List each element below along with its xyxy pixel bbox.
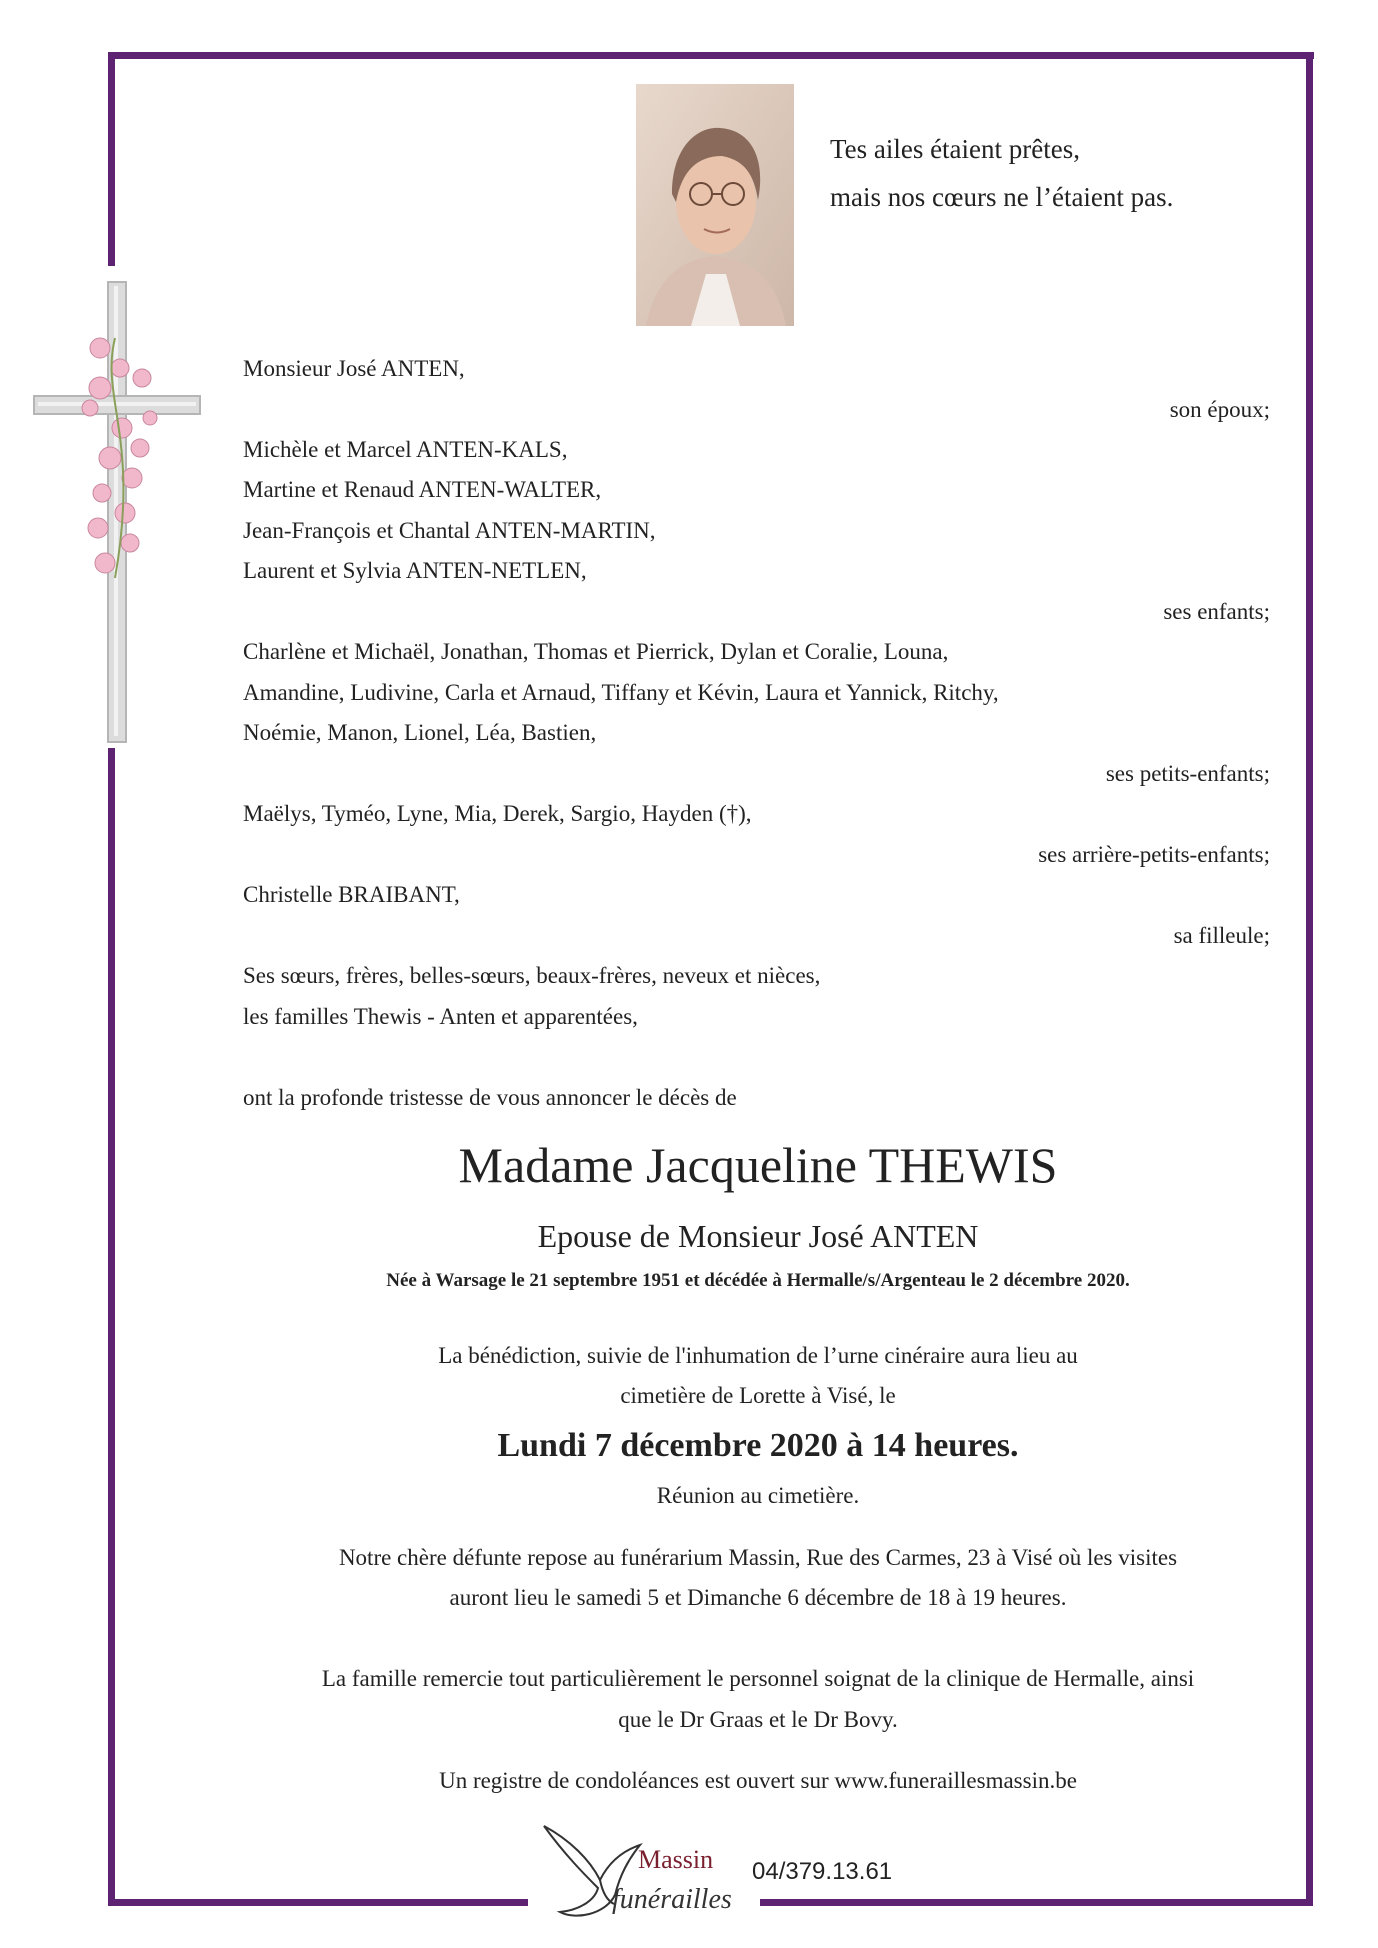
ceremony-date: Lundi 7 décembre 2020 à 14 heures. — [497, 1427, 1019, 1464]
child-3: Jean-François et Chantal ANTEN-MARTIN, — [243, 518, 656, 543]
visits-line-1: Notre chère défunte repose au funérarium Massin, Rue des Carmes, 23 à Visé où les visites — [338, 1545, 1178, 1570]
frame-bottom-border-left — [108, 1899, 528, 1906]
logo-brand-massin: Massin — [638, 1845, 714, 1874]
announcement: ont la profonde tristesse de vous annoncer le décès de — [243, 1085, 737, 1110]
registry-line: Un registre de condoléances est ouvert sur www.funeraillesmassin.be — [439, 1768, 1077, 1793]
deceased-name: Madame Jacqueline THEWIS — [458, 1137, 1058, 1193]
birth-death-line: Née à Warsage le 21 septembre 1951 et décédée à Hermalle/s/Argenteau le 2 décembre 2020. — [386, 1270, 1130, 1291]
others-line-2: les familles Thewis - Anten et apparentées, — [243, 1004, 638, 1029]
child-1: Michèle et Marcel ANTEN-KALS, — [243, 437, 568, 462]
children-role: ses enfants; — [1163, 599, 1270, 624]
frame-left-border-upper — [108, 52, 115, 266]
thanks-line-1: La famille remercie tout particulièrement le personnel soignat de la clinique de Hermalle, ainsi — [321, 1666, 1195, 1691]
frame-bottom-border-right — [760, 1899, 1313, 1906]
quote — [830, 125, 1173, 221]
logo-brand-funerailles: funérailles — [612, 1884, 732, 1915]
great-grandchildren-role: ses arrière-petits-enfants; — [1038, 842, 1270, 867]
ceremony-meeting: Réunion au cimetière. — [656, 1483, 860, 1508]
spouse-role: son époux; — [1169, 397, 1270, 422]
child-4: Laurent et Sylvia ANTEN-NETLEN, — [243, 558, 587, 583]
grandchildren-line-1: Charlène et Michaël, Jonathan, Thomas et Pierrick, Dylan et Coralie, Louna, — [243, 639, 949, 664]
grandchildren-role: ses petits-enfants; — [1105, 761, 1270, 786]
child-2: Martine et Renaud ANTEN-WALTER, — [243, 477, 602, 502]
grandchildren-line-2: Amandine, Ludivine, Carla et Arnaud, Tiffany et Kévin, Laura et Yannick, Ritchy, — [243, 680, 999, 705]
portrait-photo — [636, 84, 794, 326]
deceased-epouse: Epouse de Monsieur José ANTEN — [537, 1218, 979, 1254]
quote-line-1: Tes ailes étaient prêtes, — [830, 134, 1081, 164]
others-line-1: Ses sœurs, frères, belles-sœurs, beaux-frères, neveux et nièces, — [243, 963, 821, 988]
phone-number: 04/379.13.61 — [752, 1858, 893, 1885]
frame-top-border — [108, 52, 1314, 59]
frame-left-border-lower — [108, 748, 115, 1906]
flowered-cross-illustration — [30, 278, 205, 746]
goddaughter-role: sa filleule; — [1173, 923, 1270, 948]
ceremony-line-1: La bénédiction, suivie de l'inhumation de l’urne cinéraire aura lieu au — [438, 1343, 1078, 1368]
thanks-line-2: que le Dr Graas et le Dr Bovy. — [618, 1707, 898, 1732]
great-grandchildren: Maëlys, Tyméo, Lyne, Mia, Derek, Sargio, Hayden (†), — [243, 801, 752, 826]
massin-funerailles-logo — [540, 1820, 750, 1930]
spouse-name: Monsieur José ANTEN, — [243, 356, 465, 381]
goddaughter: Christelle BRAIBANT, — [243, 882, 460, 907]
grandchildren-line-3: Noémie, Manon, Lionel, Léa, Bastien, — [243, 720, 597, 745]
frame-right-border — [1306, 52, 1313, 1906]
visits-line-2: auront lieu le samedi 5 et Dimanche 6 décembre de 18 à 19 heures. — [449, 1585, 1067, 1610]
quote-line-2: mais nos cœurs ne l’étaient pas. — [830, 182, 1174, 212]
ceremony-line-2: cimetière de Lorette à Visé, le — [620, 1383, 896, 1408]
